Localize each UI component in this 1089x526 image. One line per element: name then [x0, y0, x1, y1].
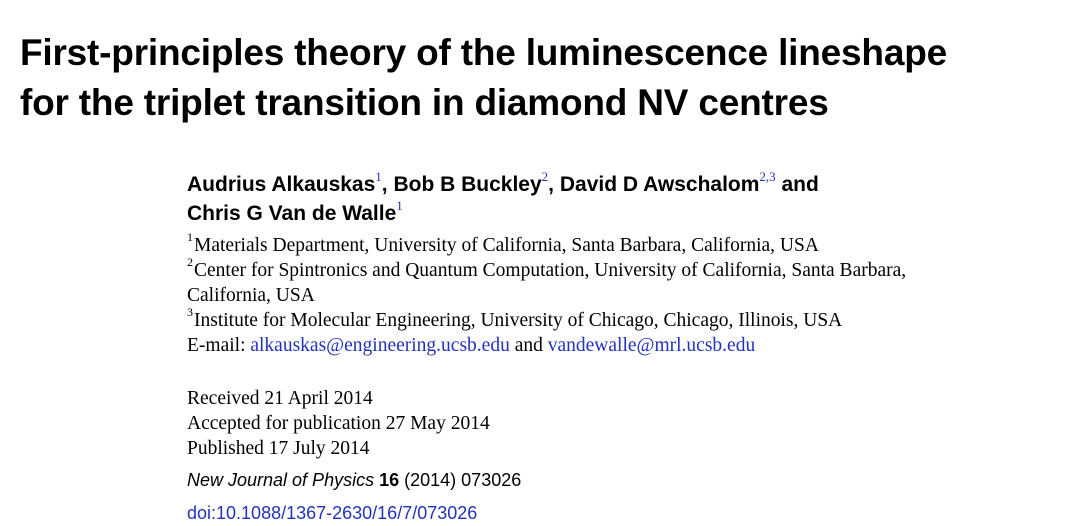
affiliation-2-continued: California, USA — [187, 285, 315, 306]
affiliation-2 — [187, 254, 1077, 283]
author-line-1 — [187, 170, 1077, 199]
author-name: Bob B Buckley — [393, 173, 542, 196]
author-separator: , — [548, 173, 560, 196]
affiliation-text: Institute for Molecular Engineering, University of Chicago, Chicago, Illinois, USA — [194, 310, 843, 331]
author-separator: and — [775, 173, 819, 196]
email-label: E-mail: — [187, 335, 246, 356]
author-affil-ref[interactable]: 2,3 — [759, 169, 776, 184]
author-line-2 — [187, 199, 1077, 228]
received-date: Received 21 April 2014 — [187, 388, 373, 409]
author-separator: , — [381, 173, 394, 196]
author-name: David D Awschalom — [559, 173, 760, 196]
title-line-1: First-principles theory of the luminescence lineshape — [20, 32, 947, 73]
affiliation-number: 2 — [187, 254, 193, 269]
affiliation-number: 3 — [187, 304, 193, 319]
affiliation-1 — [187, 229, 1077, 258]
affiliation-3 — [187, 304, 1077, 333]
affiliations — [187, 229, 1077, 358]
doi-link[interactable]: doi:10.1088/1367-2630/16/7/073026 — [187, 503, 478, 523]
paper-title — [20, 28, 1085, 128]
author-list — [187, 170, 1077, 228]
title-line-2: for the triplet transition in diamond NV centres — [20, 82, 829, 123]
journal-citation — [187, 470, 521, 491]
author-name: Audrius Alkauskas — [187, 173, 376, 196]
accepted-date: Accepted for publication 27 May 2014 — [187, 413, 490, 434]
email-link-alkauskas[interactable]: alkauskas@engineering.ucsb.edu — [250, 335, 510, 356]
email-link-vandewalle[interactable]: vandewalle@mrl.ucsb.edu — [547, 335, 756, 356]
published-date: Published 17 July 2014 — [187, 438, 370, 459]
author-affil-ref[interactable]: 1 — [396, 198, 403, 213]
journal-name: New Journal of Physics — [187, 470, 375, 490]
email-line — [187, 333, 1077, 358]
author-name: Chris G Van de Walle — [187, 202, 397, 225]
author-affil-ref[interactable]: 2 — [541, 169, 549, 184]
publication-dates — [187, 386, 987, 461]
author-affil-ref[interactable]: 1 — [375, 169, 382, 184]
affiliation-number: 1 — [187, 229, 193, 244]
affiliation-text: Materials Department, University of California, Santa Barbara, California, USA — [194, 235, 819, 256]
journal-year-article: (2014) 073026 — [404, 470, 522, 490]
affiliation-text: Center for Spintronics and Quantum Computation, University of California, Santa Barbara, — [194, 260, 907, 281]
email-and: and — [514, 335, 543, 356]
journal-volume: 16 — [379, 470, 400, 490]
